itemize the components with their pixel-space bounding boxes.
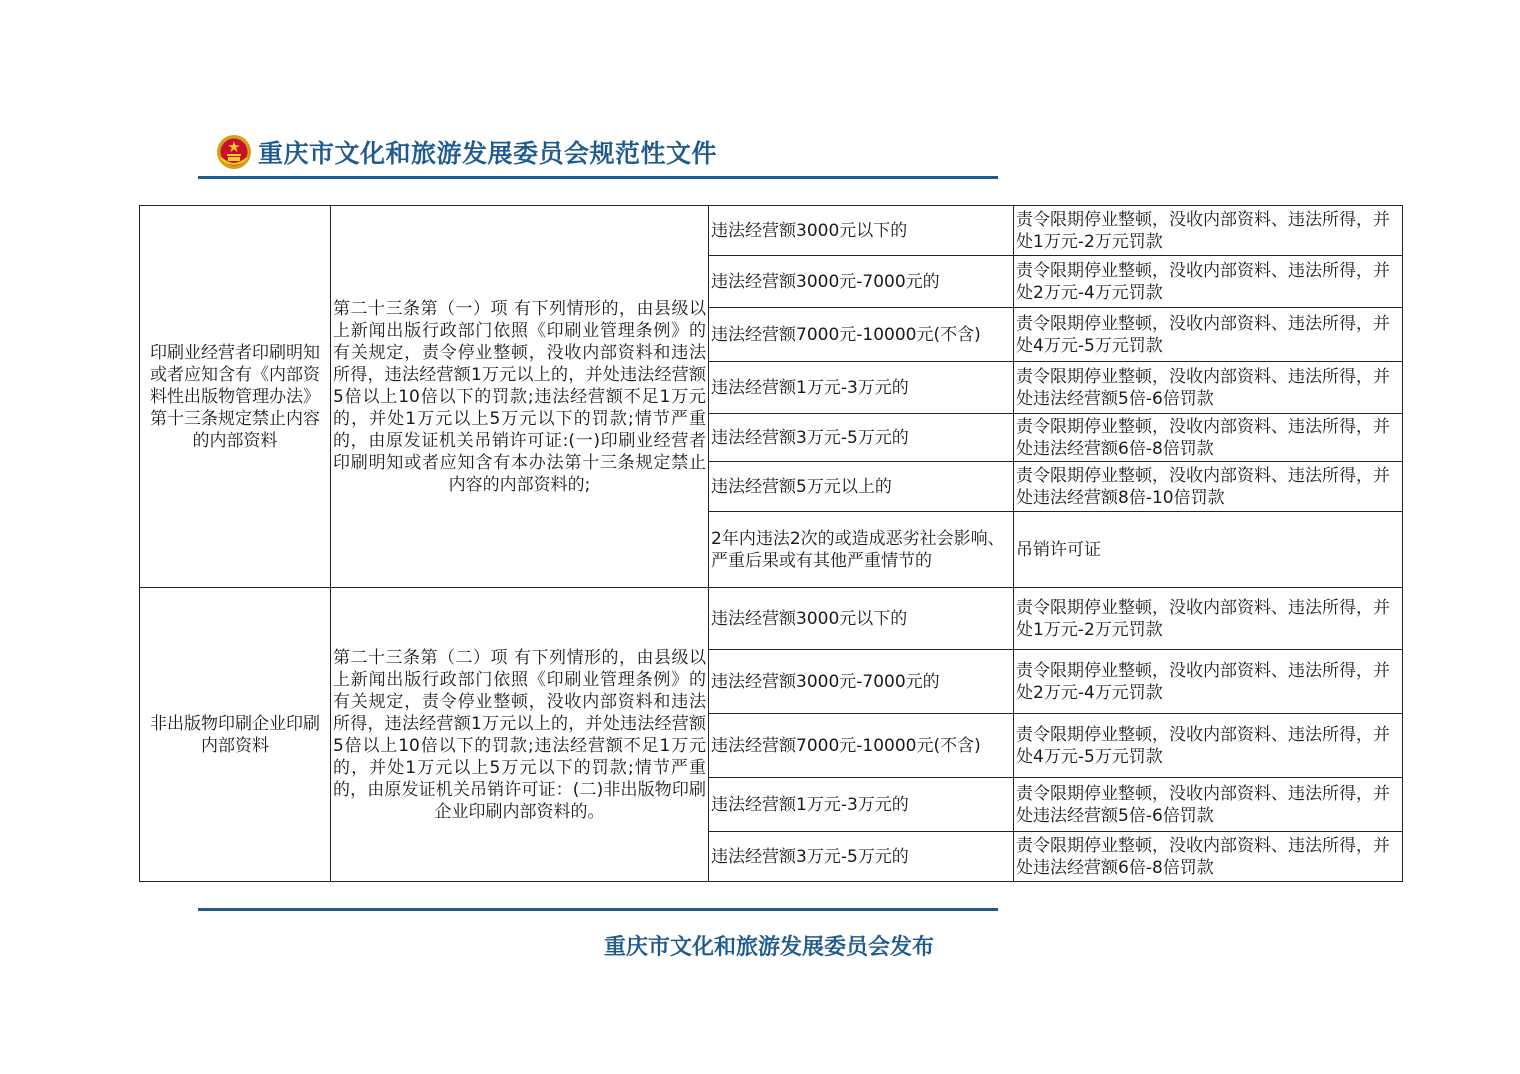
circumstance-cell: 违法经营额3000元以下的 xyxy=(709,588,1014,650)
legal-basis-cell: 第二十三条第（二）项 有下列情形的，由县级以上新闻出版行政部门依照《印刷业管理条例》的有关规定，责令停业整顿，没收内部资料和违法所得，违法经营额1万元以上的，并处违法经营额5倍以上10倍以下的罚款;违法经营额不足1万元的，并处1万元以上5万元以下的罚款;情节严重的，由原发证机关吊销许可证：(二)非出版物印刷企业印刷内部资料的。 xyxy=(331,588,709,882)
footer-rule xyxy=(198,908,998,911)
circumstance-cell: 违法经营额3万元-5万元的 xyxy=(709,414,1014,462)
violation-subject-cell: 印刷业经营者印刷明知或者应知含有《内部资料性出版物管理办法》第十三条规定禁止内容的内部资料 xyxy=(140,206,331,588)
circumstance-cell: 违法经营额3000元以下的 xyxy=(709,206,1014,256)
document-header xyxy=(216,130,717,174)
circumstance-cell: 违法经营额3万元-5万元的 xyxy=(709,832,1014,882)
circumstance-cell: 违法经营额1万元-3万元的 xyxy=(709,778,1014,832)
circumstance-cell: 违法经营额7000元-10000元(不含) xyxy=(709,714,1014,778)
header-rule xyxy=(198,176,998,179)
footer-title: 重庆市文化和旅游发展委员会发布 xyxy=(604,934,935,960)
legal-basis-cell: 第二十三条第（一）项 有下列情形的，由县级以上新闻出版行政部门依照《印刷业管理条例》的有关规定，责令停业整顿，没收内部资料和违法所得，违法经营额1万元以上的，并处违法经营额5倍以上10倍以下的罚款;违法经营额不足1万元的，并处1万元以上5万元以下的罚款;情节严重的，由原发证机关吊销许可证:(一)印刷业经营者印刷明知或者应知含有本办法第十三条规定禁止内容的内部资料的; xyxy=(331,206,709,588)
violation-subject-cell: 非出版物印刷企业印刷内部资料 xyxy=(140,588,331,882)
table-row xyxy=(140,206,1403,256)
penalty-cell: 责令限期停业整顿，没收内部资料、违法所得，并处2万元-4万元罚款 xyxy=(1014,256,1403,308)
table-row xyxy=(140,588,1403,650)
national-emblem-icon xyxy=(216,134,252,170)
circumstance-cell: 2年内违法2次的或造成恶劣社会影响、严重后果或有其他严重情节的 xyxy=(709,512,1014,588)
penalty-cell: 责令限期停业整顿，没收内部资料、违法所得，并处违法经营额8倍-10倍罚款 xyxy=(1014,462,1403,512)
circumstance-cell: 违法经营额1万元-3万元的 xyxy=(709,362,1014,414)
penalty-cell: 责令限期停业整顿，没收内部资料、违法所得，并处1万元-2万元罚款 xyxy=(1014,588,1403,650)
penalty-cell: 责令限期停业整顿，没收内部资料、违法所得，并处违法经营额5倍-6倍罚款 xyxy=(1014,362,1403,414)
penalty-cell: 责令限期停业整顿，没收内部资料、违法所得，并处4万元-5万元罚款 xyxy=(1014,308,1403,362)
circumstance-cell: 违法经营额3000元-7000元的 xyxy=(709,650,1014,714)
penalty-cell: 责令限期停业整顿，没收内部资料、违法所得，并处违法经营额6倍-8倍罚款 xyxy=(1014,832,1403,882)
penalty-cell: 责令限期停业整顿，没收内部资料、违法所得，并处1万元-2万元罚款 xyxy=(1014,206,1403,256)
penalty-table xyxy=(139,205,1403,882)
penalty-cell: 责令限期停业整顿，没收内部资料、违法所得，并处违法经营额5倍-6倍罚款 xyxy=(1014,778,1403,832)
circumstance-cell: 违法经营额7000元-10000元(不含) xyxy=(709,308,1014,362)
penalty-cell: 责令限期停业整顿，没收内部资料、违法所得，并处2万元-4万元罚款 xyxy=(1014,650,1403,714)
header-title: 重庆市文化和旅游发展委员会规范性文件 xyxy=(258,139,718,168)
circumstance-cell: 违法经营额3000元-7000元的 xyxy=(709,256,1014,308)
penalty-cell: 责令限期停业整顿，没收内部资料、违法所得，并处违法经营额6倍-8倍罚款 xyxy=(1014,414,1403,462)
penalty-cell: 吊销许可证 xyxy=(1014,512,1403,588)
penalty-cell: 责令限期停业整顿，没收内部资料、违法所得，并处4万元-5万元罚款 xyxy=(1014,714,1403,778)
circumstance-cell: 违法经营额5万元以上的 xyxy=(709,462,1014,512)
